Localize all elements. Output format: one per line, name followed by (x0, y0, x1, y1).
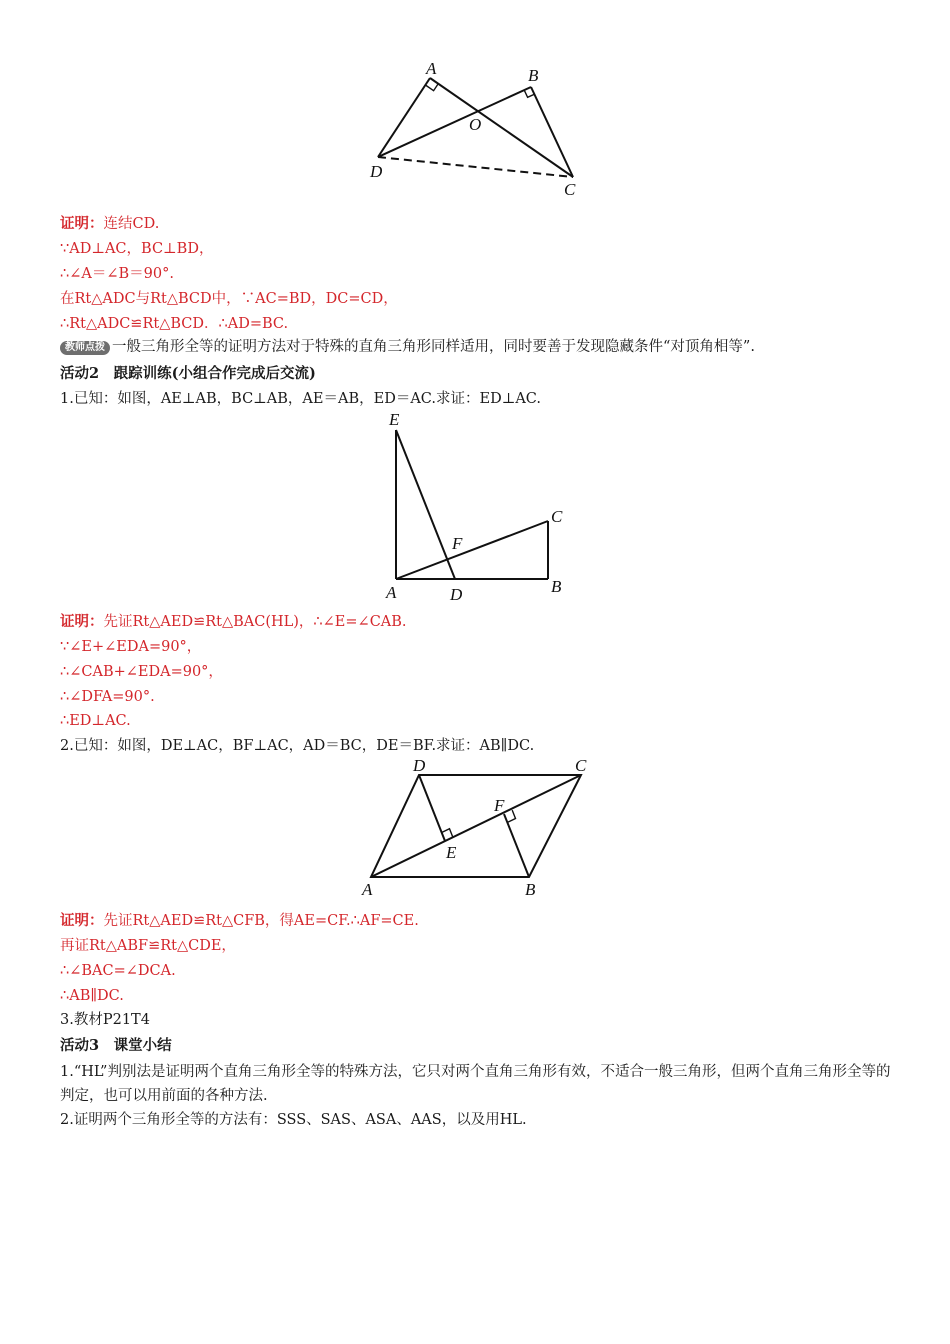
proof1-line3: ∴∠A＝∠B＝90°. (60, 266, 174, 282)
proof3-line2: 再证Rt△ABF≌Rt△CDE， (60, 938, 236, 954)
label-F: F (494, 796, 505, 815)
proof2-line1: 证明：先证Rt△AED≌Rt△BAC(HL)，∴∠E=∠CAB. (60, 613, 407, 630)
proof2-line4: ∴∠DFA=90°. (60, 689, 155, 705)
label-O: O (469, 115, 482, 134)
activity3-title: 活动3 课堂小结 (60, 1037, 172, 1054)
teacher-tip-badge: 教师点拨 (60, 341, 110, 355)
seg-DC-dashed (378, 157, 573, 177)
label-A: A (362, 880, 373, 899)
seg-BF (504, 814, 529, 877)
label-A: A (386, 583, 397, 602)
figure-3 (355, 752, 600, 900)
seg-AC (430, 78, 573, 177)
figure-1 (360, 55, 600, 205)
question-2: 2.已知：如图，DE⊥AC，BF⊥AC，AD＝BC，DE＝BF.求证：AB∥DC. (60, 738, 535, 754)
label-B: B (551, 577, 562, 596)
label-A: A (426, 59, 437, 78)
right-angle-A (425, 84, 438, 91)
label-D: D (413, 756, 426, 775)
label-C: C (551, 507, 563, 526)
summary-2: 2.证明两个三角形全等的方法有：SSS、SAS、ASA、AAS，以及用HL. (60, 1112, 527, 1128)
proof2-line5: ∴ED⊥AC. (60, 713, 131, 729)
right-angle-F (507, 810, 515, 822)
seg-AC (396, 521, 548, 579)
proof1-line4: 在Rt△ADC与Rt△BCD中，∵AC=BD，DC=CD， (60, 291, 398, 307)
label-D: D (450, 585, 463, 604)
question-1: 1.已知：如图，AE⊥AB，BC⊥AB，AE＝AB，ED＝AC.求证：ED⊥AC. (60, 391, 541, 407)
proof1-line5: ∴Rt△ADC≌Rt△BCD．∴AD=BC. (60, 316, 289, 332)
label-B: B (528, 66, 539, 85)
seg-ED (396, 430, 455, 579)
question-3: 3.教材P21T4 (60, 1012, 150, 1028)
label-E: E (389, 410, 400, 429)
summary-1: 1.“HL”判别法是证明两个直角三角形全等的特殊方法，它只对两个直角三角形有效，不适合一般三角形，但两个直角三角形全等的判定，也可以用前面的各种方法. (60, 1064, 891, 1104)
proof3-line4: ∴AB∥DC. (60, 988, 124, 1004)
seg-AC (371, 775, 581, 877)
label-B: B (525, 880, 536, 899)
proof1-line1: 证明：连结CD. (60, 215, 160, 232)
label-F: F (452, 534, 463, 553)
proof1-line2: ∵AD⊥AC，BC⊥BD， (60, 241, 214, 257)
proof3-line3: ∴∠BAC=∠DCA. (60, 963, 176, 979)
proof3-line1: 证明：先证Rt△AED≌Rt△CFB，得AE=CF.∴AF=CE. (60, 912, 419, 929)
activity2-title: 活动2 跟踪训练(小组合作完成后交流) (60, 365, 316, 382)
label-C: C (575, 756, 587, 775)
figure-2 (380, 400, 580, 605)
label-C: C (564, 180, 576, 199)
teacher-tip: 教师点拨 一般三角形全等的证明方法对于特殊的直角三角形同样适用，同时要善于发现隐藏条件“对顶角相等”. (60, 337, 755, 357)
proof2-line2: ∵∠E+∠EDA=90°， (60, 639, 202, 655)
label-D: D (370, 162, 383, 181)
label-E: E (446, 843, 457, 862)
proof2-line3: ∴∠CAB+∠EDA=90°， (60, 664, 223, 680)
seg-DE (419, 775, 445, 841)
